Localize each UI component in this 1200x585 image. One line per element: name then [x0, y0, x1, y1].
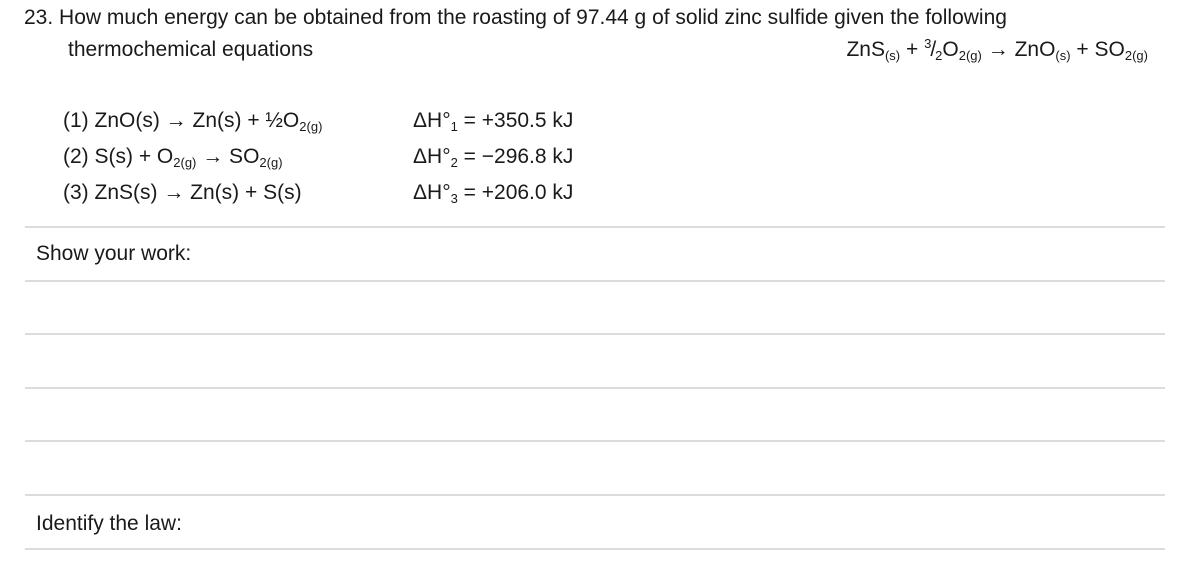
reaction-3-text: (3) ZnS(s) → Zn(s) + S(s) [63, 181, 302, 204]
divider-line [25, 226, 1165, 228]
eq-arrow: → [987, 38, 1009, 61]
enthalpy-1-index: 1 [450, 119, 458, 134]
identify-law-label: Identify the law: [36, 512, 182, 535]
answer-line [25, 440, 1165, 442]
eq-plus-2: + [1076, 38, 1089, 61]
enthalpy-list [413, 103, 573, 211]
enthalpy-3-symbol: ΔH° [413, 181, 451, 204]
reaction-1-sub: 2(g) [299, 119, 323, 134]
question-text-line-1 [24, 5, 1007, 31]
enthalpy-1-value: = +350.5 kJ [457, 109, 574, 132]
reaction-2-mid: → SO [196, 145, 260, 168]
reaction-2-sub: 2(g) [173, 155, 197, 170]
enthalpy-3 [413, 175, 573, 211]
reaction-list [63, 103, 322, 211]
eq-zno-state: (s) [1055, 48, 1071, 63]
enthalpy-2-value: = −296.8 kJ [457, 145, 574, 168]
eq-zno: ZnO [1014, 38, 1056, 61]
eq-coef-numerator: 3 [924, 36, 932, 51]
answer-line [25, 387, 1165, 389]
enthalpy-3-index: 3 [450, 191, 458, 206]
overall-equation [846, 37, 1148, 63]
reaction-3 [63, 175, 322, 211]
answer-line [25, 494, 1165, 496]
eq-plus-1: + [905, 38, 919, 61]
enthalpy-2-symbol: ΔH° [413, 145, 451, 168]
enthalpy-3-value: = +206.0 kJ [457, 181, 574, 204]
eq-fraction-slash: / [930, 38, 937, 61]
reaction-2-sub2: 2(g) [259, 155, 283, 170]
enthalpy-2-index: 2 [450, 155, 458, 170]
eq-o2-sub: 2(g) [958, 48, 982, 63]
eq-coef-denominator: 2 [935, 48, 943, 63]
eq-zns: ZnS [846, 38, 885, 61]
enthalpy-1-symbol: ΔH° [413, 109, 451, 132]
reaction-2 [63, 139, 322, 175]
enthalpy-2 [413, 139, 573, 175]
eq-zns-state: (s) [884, 48, 901, 63]
reaction-1-text: (1) ZnO(s) → Zn(s) + ½O [63, 109, 300, 132]
answer-line [25, 333, 1165, 335]
question-text-line-2: thermochemical equations [68, 38, 314, 61]
question-number: 23. [24, 6, 54, 29]
reaction-1 [63, 103, 322, 139]
reaction-2-text: (2) S(s) + O [63, 145, 174, 168]
eq-o2: O [942, 38, 959, 61]
eq-so2-sub: 2(g) [1124, 48, 1148, 63]
answer-line [25, 280, 1165, 282]
show-work-label: Show your work: [36, 242, 192, 265]
eq-so2: SO [1094, 38, 1125, 61]
answer-line [25, 548, 1165, 550]
question-prompt: How much energy can be obtained from the roasting of 97.44 g of solid zinc sulfide given the following [59, 6, 1007, 29]
enthalpy-1 [413, 103, 573, 139]
